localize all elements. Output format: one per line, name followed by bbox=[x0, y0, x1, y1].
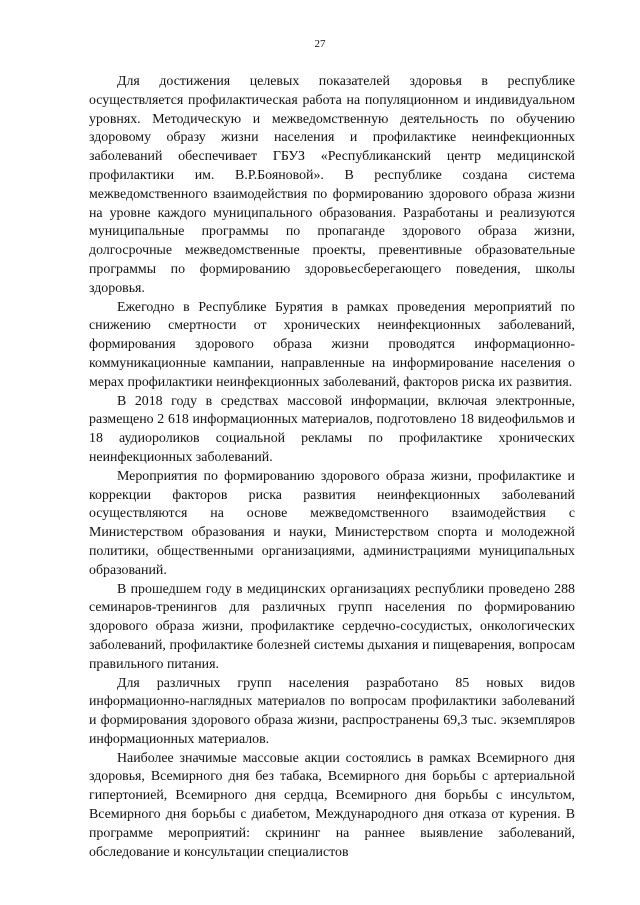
paragraph-interagency: Мероприятия по формированию здорового образа жизни, профилактике и коррекции факторов риска развития неинфекционных заболеваний осуществляются на основе межведомственного взаимодействия с Министерством образования и науки, Министерством спорта и молодежной политики, общественными организациями, администрациями муниципальных образований. bbox=[89, 468, 575, 578]
paragraph-info-campaigns: Ежегодно в Республике Бурятия в рамках проведения мероприятий по снижению смертности от хронических неинфекционных заболеваний, формирования здорового образа жизни проводятся информационно-коммуникационные кампании, направленные на информирование населения о мерах профилактики неинфекционных заболеваний, факторов риска их развития. bbox=[89, 299, 575, 390]
page-number: 27 bbox=[314, 38, 326, 50]
paragraph-prevention-work: Для достижения целевых показателей здоровья в республике осуществляется профилактическая работа на популяционном и индивидуальном уровнях. Методическую и межведомственную деятельность по обучению здоровому образу жизни населения и профилактике неинфекционных заболеваний обеспечивает ГБУЗ «Республиканский центр медицинской профилактики им. В.Р.Бояновой». В республике создана система межведомственного взаимодействия по формированию здорового образа жизни на уровне каждого муниципального образования. Разработаны и реализуются муниципальные программы по пропаганде здорового образа жизни, долгосрочные межведомственные проекты, превентивные образовательные программы по формированию здоровьесберегающего поведения, школы здоровья. bbox=[89, 74, 575, 296]
document-body bbox=[89, 73, 575, 862]
paragraph-seminars: В прошедшем году в медицинских организациях республики проведено 288 семинаров-тренингов для различных групп населения по формированию здорового образа жизни, профилактике сердечно-сосудистых, онкологических заболеваний, профилактике болезней системы дыхания и пищеварения, вопросам правильного питания. bbox=[89, 581, 575, 672]
paragraph-visual-materials: Для различных групп населения разработано 85 новых видов информационно-наглядных материалов по вопросам профилактики заболеваний и формирования здорового образа жизни, распространены 69,3 тыс. экземпляров информационных материалов. bbox=[89, 675, 575, 747]
paragraph-mass-events: Наиболее значимые массовые акции состоялись в рамках Всемирного дня здоровья, Всемирного дня без табака, Всемирного дня борьбы с артериальной гипертонией, Всемирного дня сердца, Всемирного дня борьбы с инсультом, Всемирного дня борьбы с диабетом, Международного дня отказа от курения. В программе мероприятий: скрининг на раннее выявление заболеваний, обследование и консультации специалистов bbox=[89, 750, 575, 860]
paragraph-media-materials: В 2018 году в средствах массовой информации, включая электронные, размещено 2 618 информационных материалов, подготовлено 18 видеофильмов и 18 аудиороликов социальной рекламы по профилактике хронических неинфекционных заболеваний. bbox=[89, 393, 575, 465]
